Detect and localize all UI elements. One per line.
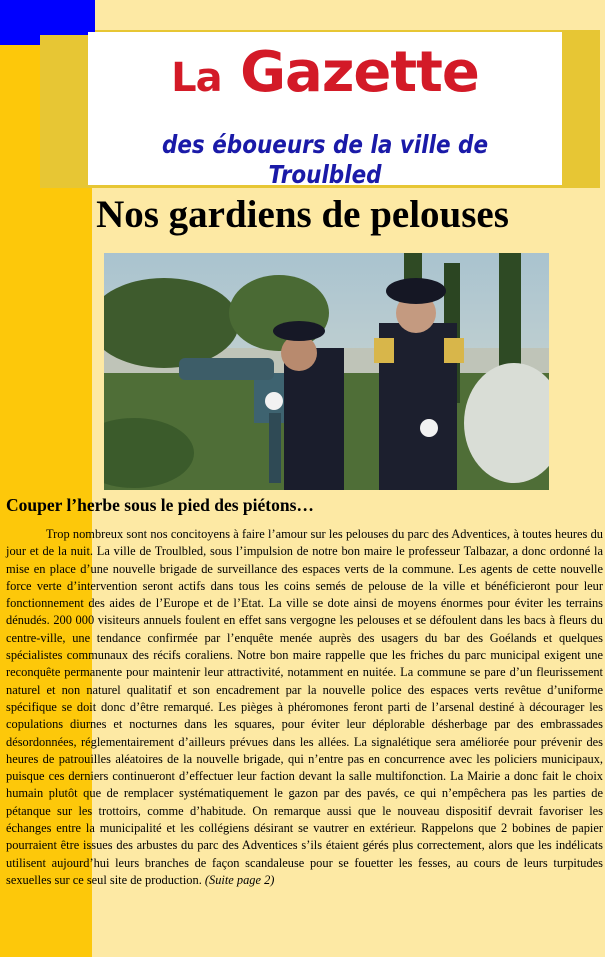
masthead-title: [88, 42, 562, 109]
article-photo: [104, 253, 549, 490]
masthead-title-prefix: La: [171, 55, 222, 101]
masthead-title-main: Gazette: [240, 40, 479, 105]
masthead-subtitle: des éboueurs de la ville de Troulbled: [161, 130, 489, 189]
blue-corner-block: [0, 0, 95, 35]
masthead: [88, 32, 562, 189]
article-text: Trop nombreux sont nos concitoyens à faire l’amour sur les pelouses du parc des Adventices, à toutes heures du jour et de la nuit. La ville de Troulbled, sous l’impulsion de notre bon maire le professeur Talbazar, a donc ordonné la mise en place d’une nouvelle brigade de surveillance des espaces verts de la commune. Les agents de cette nouvelle force verte d’intervention seront actifs dans tous les coins semés de pelouse de la ville et bénéficieront pour leur fonctionnement des aides de l’Europe et de l’Etat. La ville se dote ainsi de moyens énormes pour éviter les terrains dénudés. 200 000 visiteurs annuels foulent en effet sans vergogne les pelouses et se défoulent dans les bacs à fleurs du centre-ville, une tendance confirmée par l’enquête menée auprès des usagers du bar des Goélands et quelques spécialistes communaux des récifs coraliens. Notre bon maire rappelle que les friches du parc municipal exigent une reconquête permanente pour maintenir leur attractivité, notamment en nuitée. La commune se pare d’un fleurissement naturel et non naturel qualitatif et son encadrement par la nouvelle police des espaces verts revêtue d’uniforme spécifique se doit donc d’être remarqué. Les pièges à phéromones feront parti de l’arsenal destiné à décourager les copulations diurnes et nocturnes dans les squares, pour éviter leur déplorable désherbage par des embrassades désordonnées, réglementairement d’ailleurs prévues dans les allées. La signalétique sera améliorée pour prévenir des heures de patrouilles aléatoires de la nouvelle brigade, qui n’entre pas en concurrence avec les policiers municipaux, puisque ces derniers continueront d’effectuer leur faction devant la salle multifonction. La Mairie a donc fait le choix humain plutôt que de remplacer systématiquement le gazon par des pavés, ce qui n’empêchera pas les parties de pétanque sur les trottoirs, comme d’habitude. On remarque aussi que le nouveau dispositif devrait favoriser les échanges entre la municipalité et les collégiens désirant se vautrer en extérieur. Rappelons que 2 bobines de papier pourraient être issues des arbustes du parc des Adventices s’ils étaient gérés plus correctement, alors que les indélicats utilisent aujourd’hui leurs branches de façon scandaleuse pour se fouetter les fesses, au cours de leurs turpitudes sexuelles sur ce seul site de production.: [6, 527, 603, 887]
photo-illustration: [104, 253, 549, 490]
headline: Nos gardiens de pelouses: [96, 193, 509, 236]
blue-corner-notch: [0, 35, 40, 45]
continuation-note: (Suite page 2): [204, 872, 275, 887]
article-subhead: Couper l’herbe sous le pied des piétons…: [6, 495, 314, 515]
article-body: [6, 526, 603, 889]
